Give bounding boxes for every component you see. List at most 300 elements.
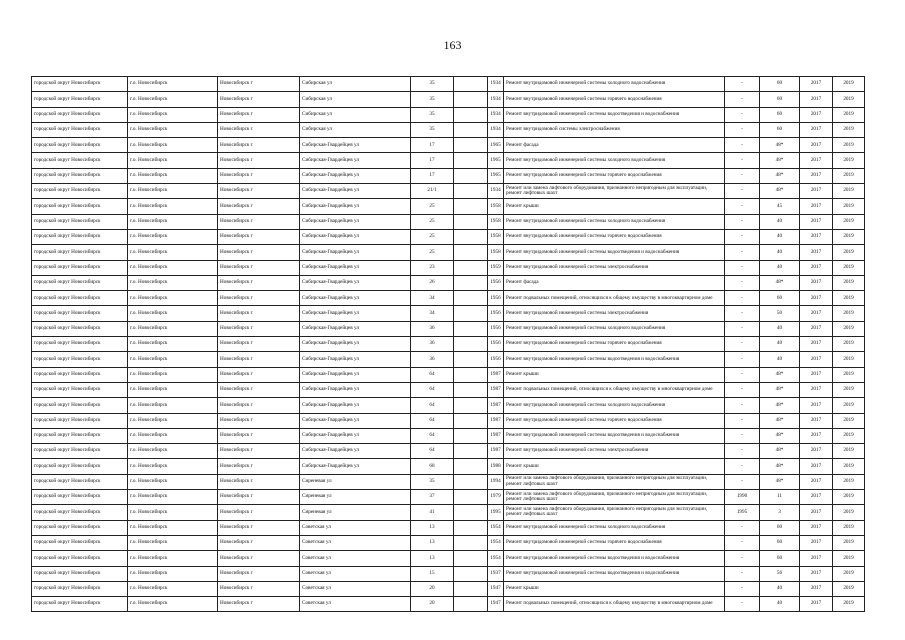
cell-okrug: городской округ Новосибирск <box>32 199 128 214</box>
cell-last-repair: - <box>725 398 760 413</box>
cell-wear: 45 <box>760 199 800 214</box>
cell-work-type: Ремонт крыши <box>504 459 725 474</box>
cell-house: 13 <box>411 535 454 550</box>
table-row <box>32 444 865 459</box>
cell-street: Сибирская-Гвардейцев ул <box>300 168 411 183</box>
cell-city: г.о. Новосибирск <box>128 214 218 229</box>
cell-street: Сибирская-Гвардейцев ул <box>300 260 411 275</box>
cell-house: 34 <box>411 291 454 306</box>
table-row <box>32 138 865 153</box>
cell-build-year: 1934 <box>488 122 504 137</box>
cell-city: г.о. Новосибирск <box>128 352 218 367</box>
cell-work-type: Ремонт внутридомовой инженерной системы водоотведения и водоснабжения <box>504 566 725 581</box>
cell-settlement: Новосибирск г <box>218 581 300 596</box>
table-row <box>32 275 865 290</box>
cell-build-year: 1987 <box>488 398 504 413</box>
table-row <box>32 474 865 489</box>
cell-year-to: 2019 <box>833 428 865 443</box>
cell-okrug: городской округ Новосибирск <box>32 245 128 260</box>
cell-wear: 48* <box>760 138 800 153</box>
cell-settlement: Новосибирск г <box>218 229 300 244</box>
cell-extra <box>454 306 488 321</box>
cell-build-year: 1979 <box>488 490 504 505</box>
cell-year-from: 2017 <box>800 199 833 214</box>
cell-okrug: городской округ Новосибирск <box>32 367 128 382</box>
cell-last-repair: - <box>725 382 760 397</box>
cell-house: 64 <box>411 413 454 428</box>
cell-wear: 40 <box>760 260 800 275</box>
cell-city: г.о. Новосибирск <box>128 581 218 596</box>
cell-settlement: Новосибирск г <box>218 566 300 581</box>
cell-work-type: Ремонт внутридомовой инженерной системы электроснабжения <box>504 260 725 275</box>
cell-year-from: 2017 <box>800 321 833 336</box>
cell-city: г.о. Новосибирск <box>128 413 218 428</box>
cell-build-year: 1934 <box>488 92 504 107</box>
cell-year-from: 2017 <box>800 275 833 290</box>
cell-okrug: городской округ Новосибирск <box>32 184 128 199</box>
cell-year-to: 2019 <box>833 444 865 459</box>
cell-year-from: 2017 <box>800 566 833 581</box>
cell-year-from: 2017 <box>800 107 833 122</box>
cell-settlement: Новосибирск г <box>218 306 300 321</box>
cell-year-to: 2019 <box>833 535 865 550</box>
cell-build-year: 1956 <box>488 352 504 367</box>
cell-extra <box>454 214 488 229</box>
cell-city: г.о. Новосибирск <box>128 398 218 413</box>
cell-year-from: 2017 <box>800 597 833 612</box>
table-row <box>32 581 865 596</box>
cell-okrug: городской округ Новосибирск <box>32 382 128 397</box>
cell-year-to: 2019 <box>833 337 865 352</box>
cell-okrug: городской округ Новосибирск <box>32 92 128 107</box>
cell-street: Советская ул <box>300 535 411 550</box>
cell-street: Сибирская-Гвардейцев ул <box>300 444 411 459</box>
cell-wear: 48* <box>760 153 800 168</box>
cell-house: 64 <box>411 398 454 413</box>
cell-work-type: Ремонт внутридомовой инженерной системы водоотведения и водоснабжения <box>504 428 725 443</box>
cell-last-repair: - <box>725 122 760 137</box>
cell-okrug: городской округ Новосибирск <box>32 229 128 244</box>
cell-year-to: 2019 <box>833 260 865 275</box>
table-row <box>32 122 865 137</box>
cell-build-year: 1956 <box>488 306 504 321</box>
cell-year-to: 2019 <box>833 505 865 520</box>
cell-city: г.о. Новосибирск <box>128 367 218 382</box>
cell-settlement: Новосибирск г <box>218 367 300 382</box>
cell-city: г.о. Новосибирск <box>128 597 218 612</box>
cell-last-repair: - <box>725 77 760 92</box>
cell-settlement: Новосибирск г <box>218 398 300 413</box>
cell-build-year: 1947 <box>488 597 504 612</box>
cell-extra <box>454 459 488 474</box>
cell-city: г.о. Новосибирск <box>128 459 218 474</box>
cell-wear: 11 <box>760 490 800 505</box>
table-row <box>32 199 865 214</box>
cell-street: Сибирская-Гвардейцев ул <box>300 367 411 382</box>
cell-street: Сибирская-Гвардейцев ул <box>300 459 411 474</box>
cell-year-from: 2017 <box>800 337 833 352</box>
cell-last-repair: - <box>725 551 760 566</box>
cell-wear: 48* <box>760 398 800 413</box>
cell-last-repair: - <box>725 367 760 382</box>
cell-street: Сибирская-Гвардейцев ул <box>300 413 411 428</box>
cell-wear: 48* <box>760 275 800 290</box>
cell-okrug: городской округ Новосибирск <box>32 551 128 566</box>
cell-extra <box>454 428 488 443</box>
table-row <box>32 306 865 321</box>
cell-settlement: Новосибирск г <box>218 597 300 612</box>
cell-street: Сибирская-Гвардейцев ул <box>300 214 411 229</box>
cell-work-type: Ремонт внутридомовой инженерной системы холодного водоснабжения <box>504 153 725 168</box>
cell-build-year: 1956 <box>488 321 504 336</box>
cell-city: г.о. Новосибирск <box>128 153 218 168</box>
cell-work-type: Ремонт внутридомовой инженерной системы горячего водоснабжения <box>504 413 725 428</box>
table-row <box>32 107 865 122</box>
cell-okrug: городской округ Новосибирск <box>32 459 128 474</box>
cell-city: г.о. Новосибирск <box>128 551 218 566</box>
cell-extra <box>454 122 488 137</box>
table-row <box>32 153 865 168</box>
cell-okrug: городской округ Новосибирск <box>32 352 128 367</box>
cell-settlement: Новосибирск г <box>218 138 300 153</box>
cell-work-type: Ремонт или замена лифтового оборудования, признанного непригодным для эксплуатации, ремонт лифтовых шахт <box>504 474 725 489</box>
cell-year-to: 2019 <box>833 107 865 122</box>
cell-house: 64 <box>411 444 454 459</box>
table-row <box>32 184 865 199</box>
cell-work-type: Ремонт крыши <box>504 581 725 596</box>
cell-extra <box>454 153 488 168</box>
cell-build-year: 1956 <box>488 337 504 352</box>
cell-work-type: Ремонт внутридомовой инженерной системы водоотведения и водоснабжения <box>504 352 725 367</box>
cell-year-from: 2017 <box>800 77 833 92</box>
cell-wear: 48* <box>760 428 800 443</box>
table-row <box>32 245 865 260</box>
cell-wear: 40 <box>760 229 800 244</box>
cell-city: г.о. Новосибирск <box>128 92 218 107</box>
cell-street: Сибирская-Гвардейцев ул <box>300 337 411 352</box>
cell-street: Сибирская-Гвардейцев ул <box>300 321 411 336</box>
cell-extra <box>454 107 488 122</box>
cell-house: 64 <box>411 367 454 382</box>
cell-year-from: 2017 <box>800 505 833 520</box>
cell-house: 68 <box>411 459 454 474</box>
cell-settlement: Новосибирск г <box>218 505 300 520</box>
cell-year-from: 2017 <box>800 229 833 244</box>
cell-extra <box>454 490 488 505</box>
cell-house: 36 <box>411 352 454 367</box>
cell-street: Сибирская ул <box>300 77 411 92</box>
cell-wear: 48* <box>760 444 800 459</box>
cell-build-year: 1965 <box>488 168 504 183</box>
cell-street: Советская ул <box>300 566 411 581</box>
cell-extra <box>454 474 488 489</box>
cell-wear: 48* <box>760 413 800 428</box>
cell-year-to: 2019 <box>833 245 865 260</box>
cell-settlement: Новосибирск г <box>218 260 300 275</box>
cell-year-to: 2019 <box>833 581 865 596</box>
cell-build-year: 1937 <box>488 566 504 581</box>
cell-settlement: Новосибирск г <box>218 199 300 214</box>
cell-wear: 60 <box>760 107 800 122</box>
cell-extra <box>454 184 488 199</box>
cell-okrug: городской округ Новосибирск <box>32 214 128 229</box>
cell-settlement: Новосибирск г <box>218 321 300 336</box>
cell-okrug: городской округ Новосибирск <box>32 168 128 183</box>
table-row <box>32 352 865 367</box>
cell-extra <box>454 367 488 382</box>
cell-year-to: 2019 <box>833 77 865 92</box>
cell-settlement: Новосибирск г <box>218 245 300 260</box>
cell-work-type: Ремонт или замена лифтового оборудования, признанного непригодным для эксплуатации, ремонт лифтовых шахт <box>504 505 725 520</box>
cell-build-year: 1987 <box>488 382 504 397</box>
cell-okrug: городской округ Новосибирск <box>32 490 128 505</box>
cell-house: 36 <box>411 337 454 352</box>
cell-extra <box>454 520 488 535</box>
cell-house: 35 <box>411 77 454 92</box>
cell-last-repair: - <box>725 597 760 612</box>
cell-work-type: Ремонт внутридомовой инженерной системы холодного водоснабжения <box>504 321 725 336</box>
cell-extra <box>454 199 488 214</box>
cell-okrug: городской округ Новосибирск <box>32 291 128 306</box>
cell-extra <box>454 597 488 612</box>
cell-street: Сибирская-Гвардейцев ул <box>300 153 411 168</box>
cell-work-type: Ремонт внутридомовой инженерной системы электроснабжения <box>504 444 725 459</box>
cell-year-from: 2017 <box>800 122 833 137</box>
cell-build-year: 1958 <box>488 229 504 244</box>
cell-year-from: 2017 <box>800 260 833 275</box>
cell-build-year: 1958 <box>488 214 504 229</box>
cell-year-to: 2019 <box>833 275 865 290</box>
cell-street: Сиреневая ул <box>300 474 411 489</box>
cell-year-to: 2019 <box>833 214 865 229</box>
cell-year-to: 2019 <box>833 520 865 535</box>
cell-build-year: 1965 <box>488 153 504 168</box>
cell-work-type: Ремонт внутридомовой системы электроснабжения <box>504 122 725 137</box>
cell-build-year: 1959 <box>488 260 504 275</box>
table-body <box>32 77 865 612</box>
cell-last-repair: 1990 <box>725 490 760 505</box>
cell-okrug: городской округ Новосибирск <box>32 275 128 290</box>
cell-house: 36 <box>411 321 454 336</box>
cell-last-repair: - <box>725 352 760 367</box>
cell-house: 41 <box>411 505 454 520</box>
cell-year-from: 2017 <box>800 92 833 107</box>
cell-city: г.о. Новосибирск <box>128 229 218 244</box>
cell-settlement: Новосибирск г <box>218 520 300 535</box>
cell-year-to: 2019 <box>833 352 865 367</box>
table-row <box>32 428 865 443</box>
cell-okrug: городской округ Новосибирск <box>32 138 128 153</box>
cell-year-to: 2019 <box>833 566 865 581</box>
table-row <box>32 367 865 382</box>
cell-extra <box>454 398 488 413</box>
cell-house: 64 <box>411 428 454 443</box>
cell-city: г.о. Новосибирск <box>128 306 218 321</box>
cell-okrug: городской округ Новосибирск <box>32 306 128 321</box>
cell-settlement: Новосибирск г <box>218 107 300 122</box>
cell-okrug: городской округ Новосибирск <box>32 566 128 581</box>
cell-extra <box>454 444 488 459</box>
cell-build-year: 1954 <box>488 520 504 535</box>
cell-last-repair: - <box>725 413 760 428</box>
cell-work-type: Ремонт внутридомовой инженерной системы горячего водоснабжения <box>504 337 725 352</box>
cell-wear: 48* <box>760 474 800 489</box>
cell-okrug: городской округ Новосибирск <box>32 597 128 612</box>
cell-settlement: Новосибирск г <box>218 168 300 183</box>
cell-extra <box>454 352 488 367</box>
table-row <box>32 92 865 107</box>
cell-year-from: 2017 <box>800 306 833 321</box>
cell-house: 25 <box>411 214 454 229</box>
cell-city: г.о. Новосибирск <box>128 566 218 581</box>
cell-house: 20 <box>411 597 454 612</box>
cell-settlement: Новосибирск г <box>218 490 300 505</box>
table-row <box>32 520 865 535</box>
table-row <box>32 77 865 92</box>
cell-house: 35 <box>411 107 454 122</box>
cell-okrug: городской округ Новосибирск <box>32 535 128 550</box>
cell-okrug: городской округ Новосибирск <box>32 474 128 489</box>
cell-wear: 48* <box>760 168 800 183</box>
cell-okrug: городской округ Новосибирск <box>32 122 128 137</box>
cell-wear: 40 <box>760 597 800 612</box>
cell-work-type: Ремонт подвальных помещений, относящихся к общему имуществу в многоквартирном доме <box>504 597 725 612</box>
cell-city: г.о. Новосибирск <box>128 474 218 489</box>
cell-wear: 3 <box>760 505 800 520</box>
cell-wear: 40 <box>760 337 800 352</box>
cell-work-type: Ремонт внутридомовой инженерной системы холодного водоснабжения <box>504 520 725 535</box>
cell-okrug: городской округ Новосибирск <box>32 398 128 413</box>
cell-city: г.о. Новосибирск <box>128 490 218 505</box>
cell-work-type: Ремонт крыши <box>504 199 725 214</box>
cell-work-type: Ремонт подвальных помещений, относящихся к общему имуществу в многоквартирном доме <box>504 291 725 306</box>
cell-city: г.о. Новосибирск <box>128 428 218 443</box>
table-row <box>32 459 865 474</box>
cell-last-repair: - <box>725 260 760 275</box>
cell-settlement: Новосибирск г <box>218 535 300 550</box>
table-row <box>32 566 865 581</box>
cell-last-repair: - <box>725 184 760 199</box>
cell-year-to: 2019 <box>833 551 865 566</box>
cell-street: Сибирская-Гвардейцев ул <box>300 428 411 443</box>
cell-wear: 48* <box>760 459 800 474</box>
cell-year-from: 2017 <box>800 459 833 474</box>
cell-year-from: 2017 <box>800 490 833 505</box>
cell-last-repair: - <box>725 275 760 290</box>
cell-year-from: 2017 <box>800 444 833 459</box>
cell-work-type: Ремонт внутридомовой инженерной системы холодного водоснабжения <box>504 398 725 413</box>
cell-house: 35 <box>411 92 454 107</box>
table-row <box>32 321 865 336</box>
cell-year-from: 2017 <box>800 581 833 596</box>
cell-street: Сибирская ул <box>300 92 411 107</box>
cell-last-repair: - <box>725 581 760 596</box>
cell-work-type: Ремонт внутридомовой инженерной системы горячего водоснабжения <box>504 92 725 107</box>
cell-year-from: 2017 <box>800 184 833 199</box>
cell-house: 17 <box>411 168 454 183</box>
cell-wear: 40 <box>760 245 800 260</box>
cell-year-to: 2019 <box>833 92 865 107</box>
cell-city: г.о. Новосибирск <box>128 337 218 352</box>
table-row <box>32 505 865 520</box>
cell-year-to: 2019 <box>833 459 865 474</box>
cell-city: г.о. Новосибирск <box>128 505 218 520</box>
cell-last-repair: - <box>725 229 760 244</box>
cell-wear: 48* <box>760 184 800 199</box>
cell-last-repair: - <box>725 428 760 443</box>
cell-last-repair: - <box>725 107 760 122</box>
cell-year-to: 2019 <box>833 153 865 168</box>
cell-year-from: 2017 <box>800 168 833 183</box>
cell-wear: 60 <box>760 77 800 92</box>
cell-year-to: 2019 <box>833 382 865 397</box>
cell-build-year: 1947 <box>488 581 504 596</box>
cell-build-year: 1987 <box>488 367 504 382</box>
cell-okrug: городской округ Новосибирск <box>32 260 128 275</box>
cell-wear: 60 <box>760 122 800 137</box>
cell-build-year: 1958 <box>488 245 504 260</box>
cell-wear: 40 <box>760 321 800 336</box>
cell-wear: 60 <box>760 520 800 535</box>
cell-house: 13 <box>411 520 454 535</box>
table-row <box>32 214 865 229</box>
cell-year-from: 2017 <box>800 367 833 382</box>
cell-year-from: 2017 <box>800 398 833 413</box>
cell-last-repair: - <box>725 214 760 229</box>
cell-city: г.о. Новосибирск <box>128 138 218 153</box>
cell-city: г.о. Новосибирск <box>128 107 218 122</box>
table-row <box>32 535 865 550</box>
cell-year-to: 2019 <box>833 321 865 336</box>
table-row <box>32 597 865 612</box>
cell-year-to: 2019 <box>833 168 865 183</box>
cell-wear: 40 <box>760 352 800 367</box>
cell-extra <box>454 138 488 153</box>
table-row <box>32 398 865 413</box>
cell-street: Сибирская ул <box>300 122 411 137</box>
cell-last-repair: - <box>725 168 760 183</box>
cell-street: Сибирская-Гвардейцев ул <box>300 184 411 199</box>
cell-last-repair: 1995 <box>725 505 760 520</box>
cell-last-repair: - <box>725 138 760 153</box>
cell-build-year: 1956 <box>488 275 504 290</box>
cell-street: Сибирская-Гвардейцев ул <box>300 352 411 367</box>
cell-okrug: городской округ Новосибирск <box>32 153 128 168</box>
cell-work-type: Ремонт внутридомовой инженерной системы горячего водоснабжения <box>504 168 725 183</box>
cell-city: г.о. Новосибирск <box>128 275 218 290</box>
cell-last-repair: - <box>725 520 760 535</box>
cell-street: Сибирская-Гвардейцев ул <box>300 199 411 214</box>
cell-city: г.о. Новосибирск <box>128 77 218 92</box>
cell-build-year: 1994 <box>488 474 504 489</box>
table-row <box>32 168 865 183</box>
cell-street: Сиреневая ул <box>300 505 411 520</box>
cell-build-year: 1987 <box>488 413 504 428</box>
cell-year-from: 2017 <box>800 352 833 367</box>
cell-house: 26 <box>411 275 454 290</box>
cell-settlement: Новосибирск г <box>218 413 300 428</box>
cell-last-repair: - <box>725 474 760 489</box>
cell-settlement: Новосибирск г <box>218 184 300 199</box>
cell-extra <box>454 505 488 520</box>
cell-extra <box>454 321 488 336</box>
cell-wear: 48* <box>760 382 800 397</box>
cell-settlement: Новосибирск г <box>218 382 300 397</box>
table-row <box>32 382 865 397</box>
cell-house: 35 <box>411 474 454 489</box>
cell-work-type: Ремонт внутридомовой инженерной системы холодного водоснабжения <box>504 214 725 229</box>
cell-city: г.о. Новосибирск <box>128 520 218 535</box>
